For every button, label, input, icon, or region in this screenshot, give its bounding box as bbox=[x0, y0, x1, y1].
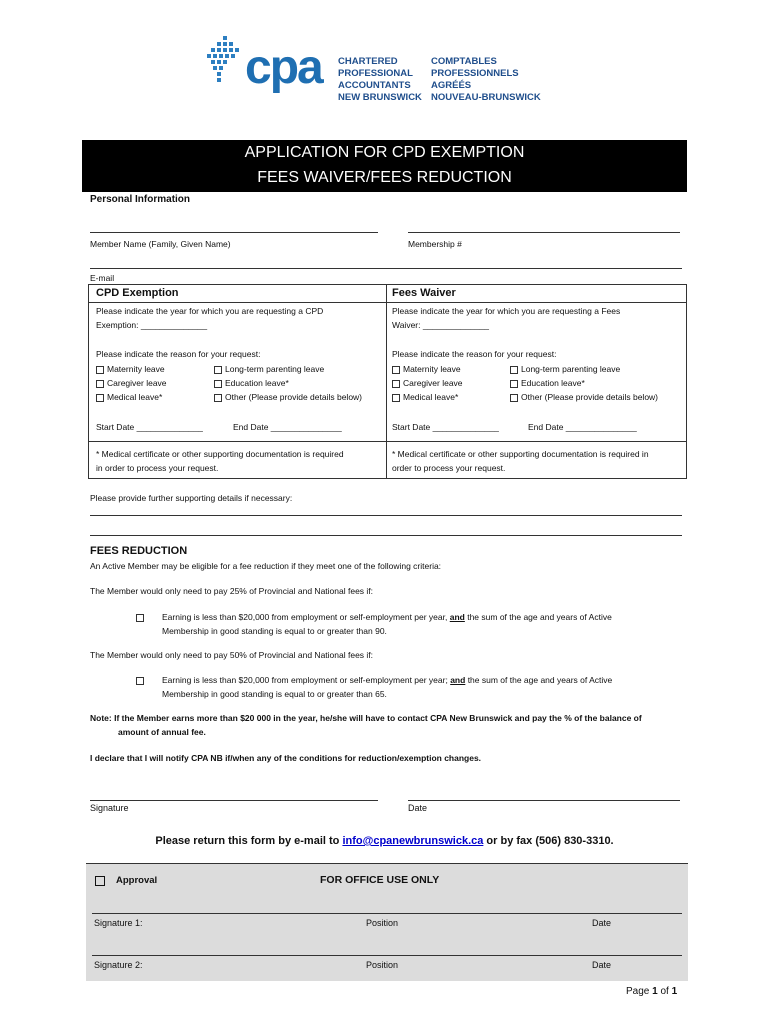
box-header-line bbox=[88, 302, 686, 303]
cpd-exemption-heading: CPD Exemption bbox=[96, 287, 179, 299]
details-line-1[interactable] bbox=[90, 515, 682, 516]
cpd-education-checkbox[interactable] bbox=[214, 380, 222, 388]
details-line-2[interactable] bbox=[90, 535, 682, 536]
office-sig1-line[interactable] bbox=[92, 913, 682, 914]
waiver-other-checkbox[interactable] bbox=[510, 394, 518, 402]
email-label: E-mail bbox=[90, 273, 115, 283]
details-label: Please provide further supporting details if necessary: bbox=[90, 493, 293, 503]
cpd-note: * Medical certificate or other supporting documentation is required in order to process your request. bbox=[96, 449, 344, 473]
personal-info-heading: Personal Information bbox=[90, 194, 191, 205]
position2-label: Position bbox=[366, 960, 399, 970]
logo-wordmark: cpa bbox=[245, 41, 322, 94]
cpd-reason-label: Please indicate the reason for your request: bbox=[96, 349, 261, 359]
waiver-medical-checkbox[interactable] bbox=[392, 394, 400, 402]
waiver-longterm-checkbox[interactable] bbox=[510, 366, 518, 374]
fees-reduction-heading: FEES REDUCTION bbox=[90, 545, 188, 557]
fees-waiver-heading: Fees Waiver bbox=[392, 287, 456, 299]
approval-label: Approval bbox=[116, 875, 158, 886]
reduction-intro: An Active Member may be eligible for a fee reduction if they meet one of the following criteria: bbox=[90, 561, 442, 571]
date1-label: Date bbox=[592, 918, 612, 928]
cpd-medical-checkbox[interactable] bbox=[96, 394, 104, 402]
return-instruction: Please return this form by e-mail to info@cpanewbrunswick.ca or by fax (506) 830-3310. bbox=[155, 835, 614, 847]
signature1-label: Signature 1: bbox=[94, 918, 143, 928]
member-name-label: Member Name (Family, Given Name) bbox=[90, 239, 231, 249]
box-start-line bbox=[88, 441, 686, 442]
cpa-maple-leaf-icon bbox=[205, 34, 245, 104]
reduction-25-text: The Member would only need to pay 25% of Provincial and National fees if: bbox=[90, 586, 374, 596]
box-divider bbox=[386, 284, 387, 478]
reduction-note: Note: If the Member earns more than $20 000 in the year, he/she will have to contact CPA New Brunswick and pay the % of the balance of amount of annual fee. bbox=[90, 713, 642, 737]
membership-number-label: Membership # bbox=[408, 239, 462, 249]
cpd-other-checkbox[interactable] bbox=[214, 394, 222, 402]
cpd-start-date[interactable]: Start Date ______________ bbox=[96, 422, 203, 432]
logo bbox=[205, 34, 565, 110]
date2-label: Date bbox=[592, 960, 612, 970]
reduction-50-text: The Member would only need to pay 50% of Provincial and National fees if: bbox=[90, 650, 374, 660]
reduction-50-checkbox[interactable] bbox=[136, 677, 144, 685]
date-label: Date bbox=[408, 803, 428, 813]
email-field[interactable] bbox=[90, 268, 682, 269]
office-use-title: FOR OFFICE USE ONLY bbox=[320, 874, 440, 886]
title-band bbox=[82, 140, 687, 192]
cpd-maternity-checkbox[interactable] bbox=[96, 366, 104, 374]
office-sig2-line[interactable] bbox=[92, 955, 682, 956]
cpd-longterm-checkbox[interactable] bbox=[214, 366, 222, 374]
waiver-note: * Medical certificate or other supporting documentation is required in order to process your request. bbox=[392, 449, 649, 473]
approval-checkbox[interactable] bbox=[95, 876, 105, 886]
waiver-start-date[interactable]: Start Date ______________ bbox=[392, 422, 499, 432]
signature-field[interactable] bbox=[90, 800, 378, 801]
reduction-50-criteria: Earning is less than $20,000 from employment or self-employment per year; and the sum of the age and years of Active Membership in good standing is equal to or greater than 65. bbox=[162, 675, 613, 699]
waiver-end-date[interactable]: End Date _______________ bbox=[528, 422, 637, 432]
cpd-year-text: Please indicate the year for which you are requesting a CPD Exemption: ______________ bbox=[96, 306, 324, 330]
date-field[interactable] bbox=[408, 800, 680, 801]
logo-en-text: CHARTERED PROFESSIONAL ACCOUNTANTS NEW BRUNSWICK bbox=[338, 56, 422, 103]
cpd-end-date[interactable]: End Date _______________ bbox=[233, 422, 342, 432]
reduction-25-checkbox[interactable] bbox=[136, 614, 144, 622]
waiver-reason-label: Please indicate the reason for your request: bbox=[392, 349, 557, 359]
signature2-label: Signature 2: bbox=[94, 960, 143, 970]
reduction-25-criteria: Earning is less than $20,000 from employment or self-employment per year, and the sum of the age and years of Active Membership in good standing is equal to or greater than 90. bbox=[162, 612, 612, 636]
waiver-year-text: Please indicate the year for which you are requesting a Fees Waiver: ______________ bbox=[392, 306, 621, 330]
page-title-line2: FEES WAIVER/FEES REDUCTION bbox=[257, 169, 512, 186]
page-number: Page 1 of 1 bbox=[626, 986, 678, 997]
page-title-line1: APPLICATION FOR CPD EXEMPTION bbox=[244, 144, 525, 161]
membership-number-field[interactable] bbox=[408, 232, 680, 233]
position1-label: Position bbox=[366, 918, 399, 928]
waiver-caregiver-checkbox[interactable] bbox=[392, 380, 400, 388]
declaration-text: I declare that I will notify CPA NB if/when any of the conditions for reduction/exemption changes. bbox=[90, 753, 482, 763]
waiver-maternity-checkbox[interactable] bbox=[392, 366, 400, 374]
email-link[interactable]: info@cpanewbrunswick.ca bbox=[342, 835, 484, 847]
logo-fr-text: COMPTABLES PROFESSIONNELS AGRÉÉS NOUVEAU-BRUNSWICK bbox=[431, 56, 541, 103]
signature-label: Signature bbox=[90, 803, 129, 813]
waiver-education-checkbox[interactable] bbox=[510, 380, 518, 388]
cpd-caregiver-checkbox[interactable] bbox=[96, 380, 104, 388]
member-name-field[interactable] bbox=[90, 232, 378, 233]
